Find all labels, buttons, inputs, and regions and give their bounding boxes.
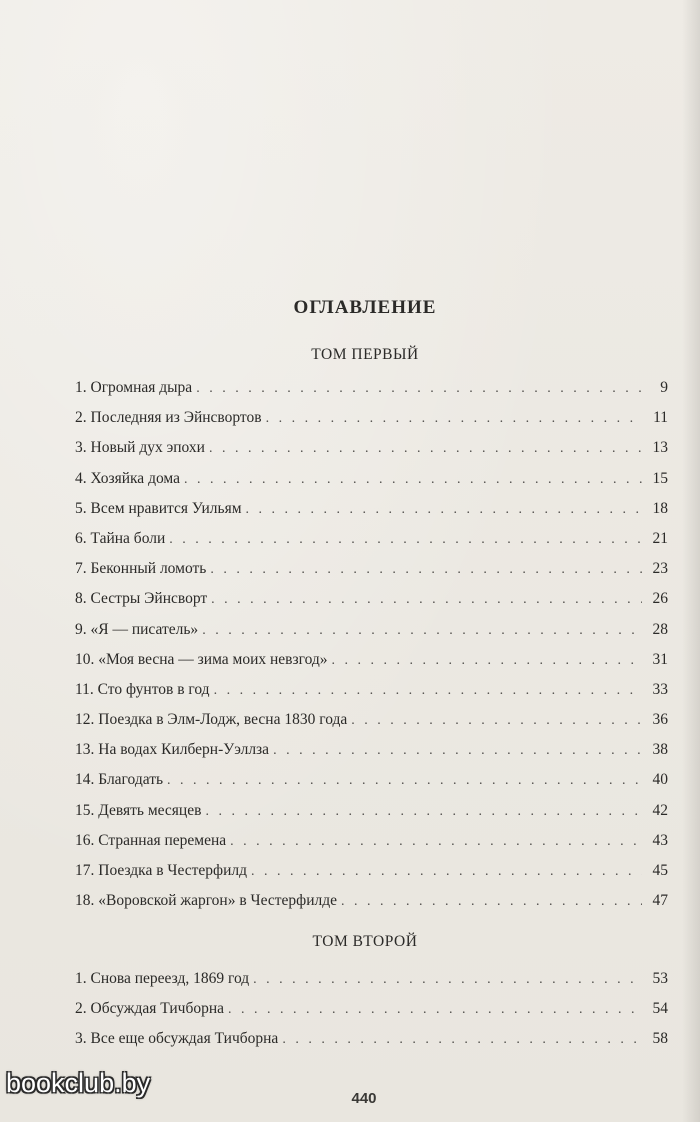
- entry-title: 10. «Моя весна — зима моих невзгод»: [75, 650, 328, 668]
- toc-entry: [75, 379, 668, 409]
- volume-one-title: ТОМ ПЕРВЫЙ: [311, 346, 419, 363]
- entry-page-number: 13: [652, 439, 668, 457]
- entry-title: 3. Все еще обсуждая Тичборна: [75, 1030, 279, 1048]
- toc-entry: [75, 500, 668, 530]
- entry-page-number: 47: [652, 892, 668, 910]
- toc-entry: [75, 832, 668, 862]
- dot-leader: [332, 653, 642, 669]
- entry-page-number: 18: [652, 499, 668, 517]
- toc-title: ОГЛАВЛЕНИЕ: [293, 297, 437, 318]
- dot-leader: [230, 834, 642, 850]
- dot-leader: [167, 773, 642, 789]
- entry-page-number: 54: [652, 1000, 668, 1018]
- entry-page-number: 26: [652, 590, 668, 608]
- toc-entry: [75, 1000, 668, 1030]
- entry-title: 9. «Я — писатель»: [75, 620, 199, 638]
- entry-title: 8. Сестры Эйнсворт: [75, 590, 208, 608]
- toc-entry: [75, 651, 668, 681]
- entry-title: 14. Благодать: [75, 771, 164, 789]
- dot-leader: [246, 502, 642, 518]
- toc-entry: [75, 1030, 668, 1060]
- toc-entry: [75, 409, 668, 439]
- toc-entry: [75, 439, 668, 469]
- entry-page-number: 21: [652, 529, 668, 547]
- dot-leader: [341, 894, 642, 910]
- dot-leader: [196, 381, 642, 397]
- volume-two-title: ТОМ ВТОРОЙ: [312, 933, 418, 950]
- toc-entry: [75, 802, 668, 832]
- entry-page-number: 33: [652, 680, 668, 698]
- toc-entry: [75, 970, 668, 1000]
- entry-title: 7. Беконный ломоть: [75, 560, 207, 578]
- toc-entry: [75, 470, 668, 500]
- entry-title: 5. Всем нравится Уильям: [75, 499, 242, 517]
- dot-leader: [282, 1032, 642, 1048]
- entry-title: 4. Хозяйка дома: [75, 469, 180, 487]
- entry-title: 12. Поездка в Элм-Лодж, весна 1830 года: [75, 711, 348, 729]
- toc-entry: [75, 711, 668, 741]
- dot-leader: [214, 683, 642, 699]
- entry-title: 11. Сто фунтов в год: [75, 680, 210, 698]
- dot-leader: [184, 472, 642, 488]
- entry-page-number: 58: [652, 1030, 668, 1048]
- toc-entry: [75, 621, 668, 651]
- entry-title: 18. «Воровской жаргон» в Честерфилде: [75, 892, 337, 910]
- dot-leader: [228, 1002, 642, 1018]
- entry-page-number: 9: [660, 379, 668, 396]
- dot-leader: [211, 592, 642, 608]
- dot-leader: [169, 532, 642, 548]
- toc-entry: [75, 681, 668, 711]
- entry-title: 17. Поездка в Честерфилд: [75, 862, 248, 879]
- dot-leader: [253, 972, 642, 988]
- toc-entry: [75, 560, 668, 590]
- dot-leader: [205, 804, 642, 820]
- entry-title: 13. На водах Килберн-Уэллза: [75, 741, 270, 759]
- entry-page-number: 23: [652, 560, 668, 578]
- page-edge-shadow: [682, 0, 700, 1122]
- entry-page-number: 53: [652, 970, 668, 987]
- entry-title: 15. Девять месяцев: [75, 801, 202, 819]
- entry-page-number: 45: [652, 862, 668, 879]
- toc-entry: [75, 530, 668, 560]
- dot-leader: [210, 562, 642, 578]
- dot-leader: [273, 743, 642, 759]
- entry-page-number: 38: [652, 741, 668, 759]
- toc-entry: [75, 862, 668, 892]
- page-number: 440: [351, 1090, 377, 1107]
- dot-leader: [209, 441, 642, 457]
- entry-title: 3. Новый дух эпохи: [75, 439, 205, 457]
- toc-entry: [75, 771, 668, 801]
- entry-title: 16. Странная перемена: [75, 831, 227, 849]
- dot-leader: [351, 713, 642, 729]
- dot-leader: [266, 411, 642, 427]
- watermark-logo: bookclub.by: [6, 1068, 151, 1098]
- entry-title: 6. Тайна боли: [75, 529, 166, 547]
- entry-title: 2. Последняя из Эйнсвортов: [75, 409, 262, 427]
- entry-page-number: 31: [652, 650, 668, 668]
- toc-entry: [75, 892, 668, 922]
- entry-page-number: 15: [652, 469, 668, 487]
- entry-page-number: 11: [653, 409, 668, 427]
- entry-title: 2. Обсуждая Тичборна: [75, 1000, 225, 1018]
- toc-entry: [75, 741, 668, 771]
- volume-two-list: [75, 970, 668, 1061]
- entry-page-number: 40: [652, 771, 668, 789]
- entry-page-number: 43: [652, 831, 668, 849]
- entry-page-number: 36: [652, 711, 668, 729]
- volume-one-list: [75, 379, 668, 922]
- dot-leader: [251, 864, 642, 880]
- dot-leader: [202, 623, 642, 639]
- entry-page-number: 42: [652, 801, 668, 819]
- entry-title: 1. Огромная дыра: [75, 379, 193, 396]
- toc-entry: [75, 590, 668, 620]
- entry-page-number: 28: [652, 620, 668, 638]
- entry-title: 1. Снова переезд, 1869 год: [75, 970, 250, 987]
